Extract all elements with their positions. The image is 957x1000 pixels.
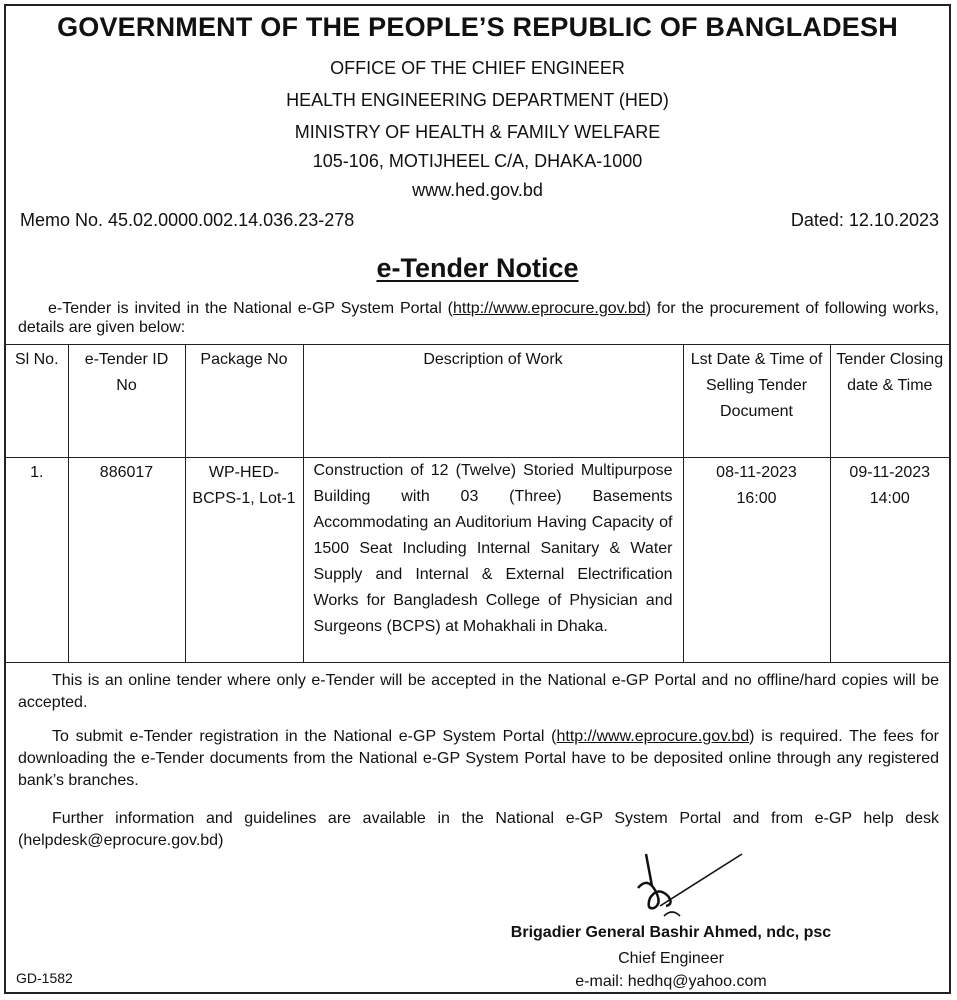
eprocure-link[interactable]: http://www.eprocure.gov.bd <box>453 300 646 317</box>
header-selling: Lst Date & Time of Selling Tender Document <box>683 345 830 458</box>
cell-closing <box>830 458 949 663</box>
cell-description: Construction of 12 (Twelve) Storied Multipurpose Building with 03 (Three) Basements Accommodating an Auditorium Having Capacity of 1500 Seat Including Internal Sanitary & Water Supply and Internal & External Electrification Works for Bangladesh College of Physician and Surgeons (BCPS) at Mohakhali in Dhaka. <box>303 458 683 663</box>
address-line: 105-106, MOTIJHEEL C/A, DHAKA-1000 <box>312 151 643 171</box>
department-line: HEALTH ENGINEERING DEPARTMENT (HED) <box>286 90 669 110</box>
header-package: Package No <box>185 345 303 458</box>
tender-table <box>6 344 949 663</box>
tender-notice-document <box>4 4 951 994</box>
government-title: GOVERNMENT OF THE PEOPLE’S REPUBLIC OF BANGLADESH <box>57 12 898 42</box>
memo-date: Dated: 12.10.2023 <box>790 210 939 230</box>
cell-tender-id: 886017 <box>68 458 185 663</box>
signatory-designation: Chief Engineer <box>618 950 724 967</box>
memo-number: Memo No. 45.02.0000.002.14.036.23-278 <box>20 210 355 230</box>
registration-paragraph: To submit e-Tender registration in the National e-GP System Portal (http://www.eprocure.gov.bd) is required. The fees for downloading the e-Tender documents from the National e-GP System Portal have to be deposited online through any registered bank’s branches. <box>18 728 940 789</box>
header-description: Description of Work <box>303 345 683 458</box>
signatory-name: Brigadier General Bashir Ahmed, ndc, psc <box>510 924 832 941</box>
gd-code: GD-1582 <box>16 970 73 986</box>
cell-package: WP-HED-BCPS-1, Lot-1 <box>185 458 303 663</box>
online-tender-paragraph: This is an online tender where only e-Tender will be accepted in the National e-GP Portal and no offline/hard copies will be accepted. <box>18 672 939 711</box>
header-sl: Sl No. <box>6 345 68 458</box>
office-line: OFFICE OF THE CHIEF ENGINEER <box>330 58 625 78</box>
selling-date: 08-11-2023 <box>716 464 797 481</box>
signature-icon <box>624 846 744 926</box>
registration-link[interactable]: http://www.eprocure.gov.bd <box>556 728 750 745</box>
further-info-paragraph: Further information and guidelines are available in the National e-GP System Portal and from e-GP help desk (helpdesk@eprocure.gov.bd) <box>18 810 939 849</box>
closing-date: 09-11-2023 <box>849 464 931 481</box>
table-header-row <box>6 345 949 458</box>
cell-selling <box>683 458 830 663</box>
selling-time: 16:00 <box>736 490 777 507</box>
cell-sl: 1. <box>6 458 68 663</box>
website-line[interactable]: www.hed.gov.bd <box>412 180 543 200</box>
table-row <box>6 458 949 663</box>
signatory-email: e-mail: hedhq@yahoo.com <box>575 973 767 990</box>
closing-time: 14:00 <box>869 490 910 507</box>
header-closing: Tender Closing date & Time <box>830 345 949 458</box>
header-tender-id: e-Tender ID No <box>68 345 185 458</box>
ministry-line: MINISTRY OF HEALTH & FAMILY WELFARE <box>294 122 661 142</box>
intro-paragraph: e-Tender is invited in the National e-GP System Portal (http://www.eprocure.gov.bd) for the procurement of following works, details are given below: <box>18 300 940 336</box>
notice-title: e-Tender Notice <box>376 253 579 283</box>
